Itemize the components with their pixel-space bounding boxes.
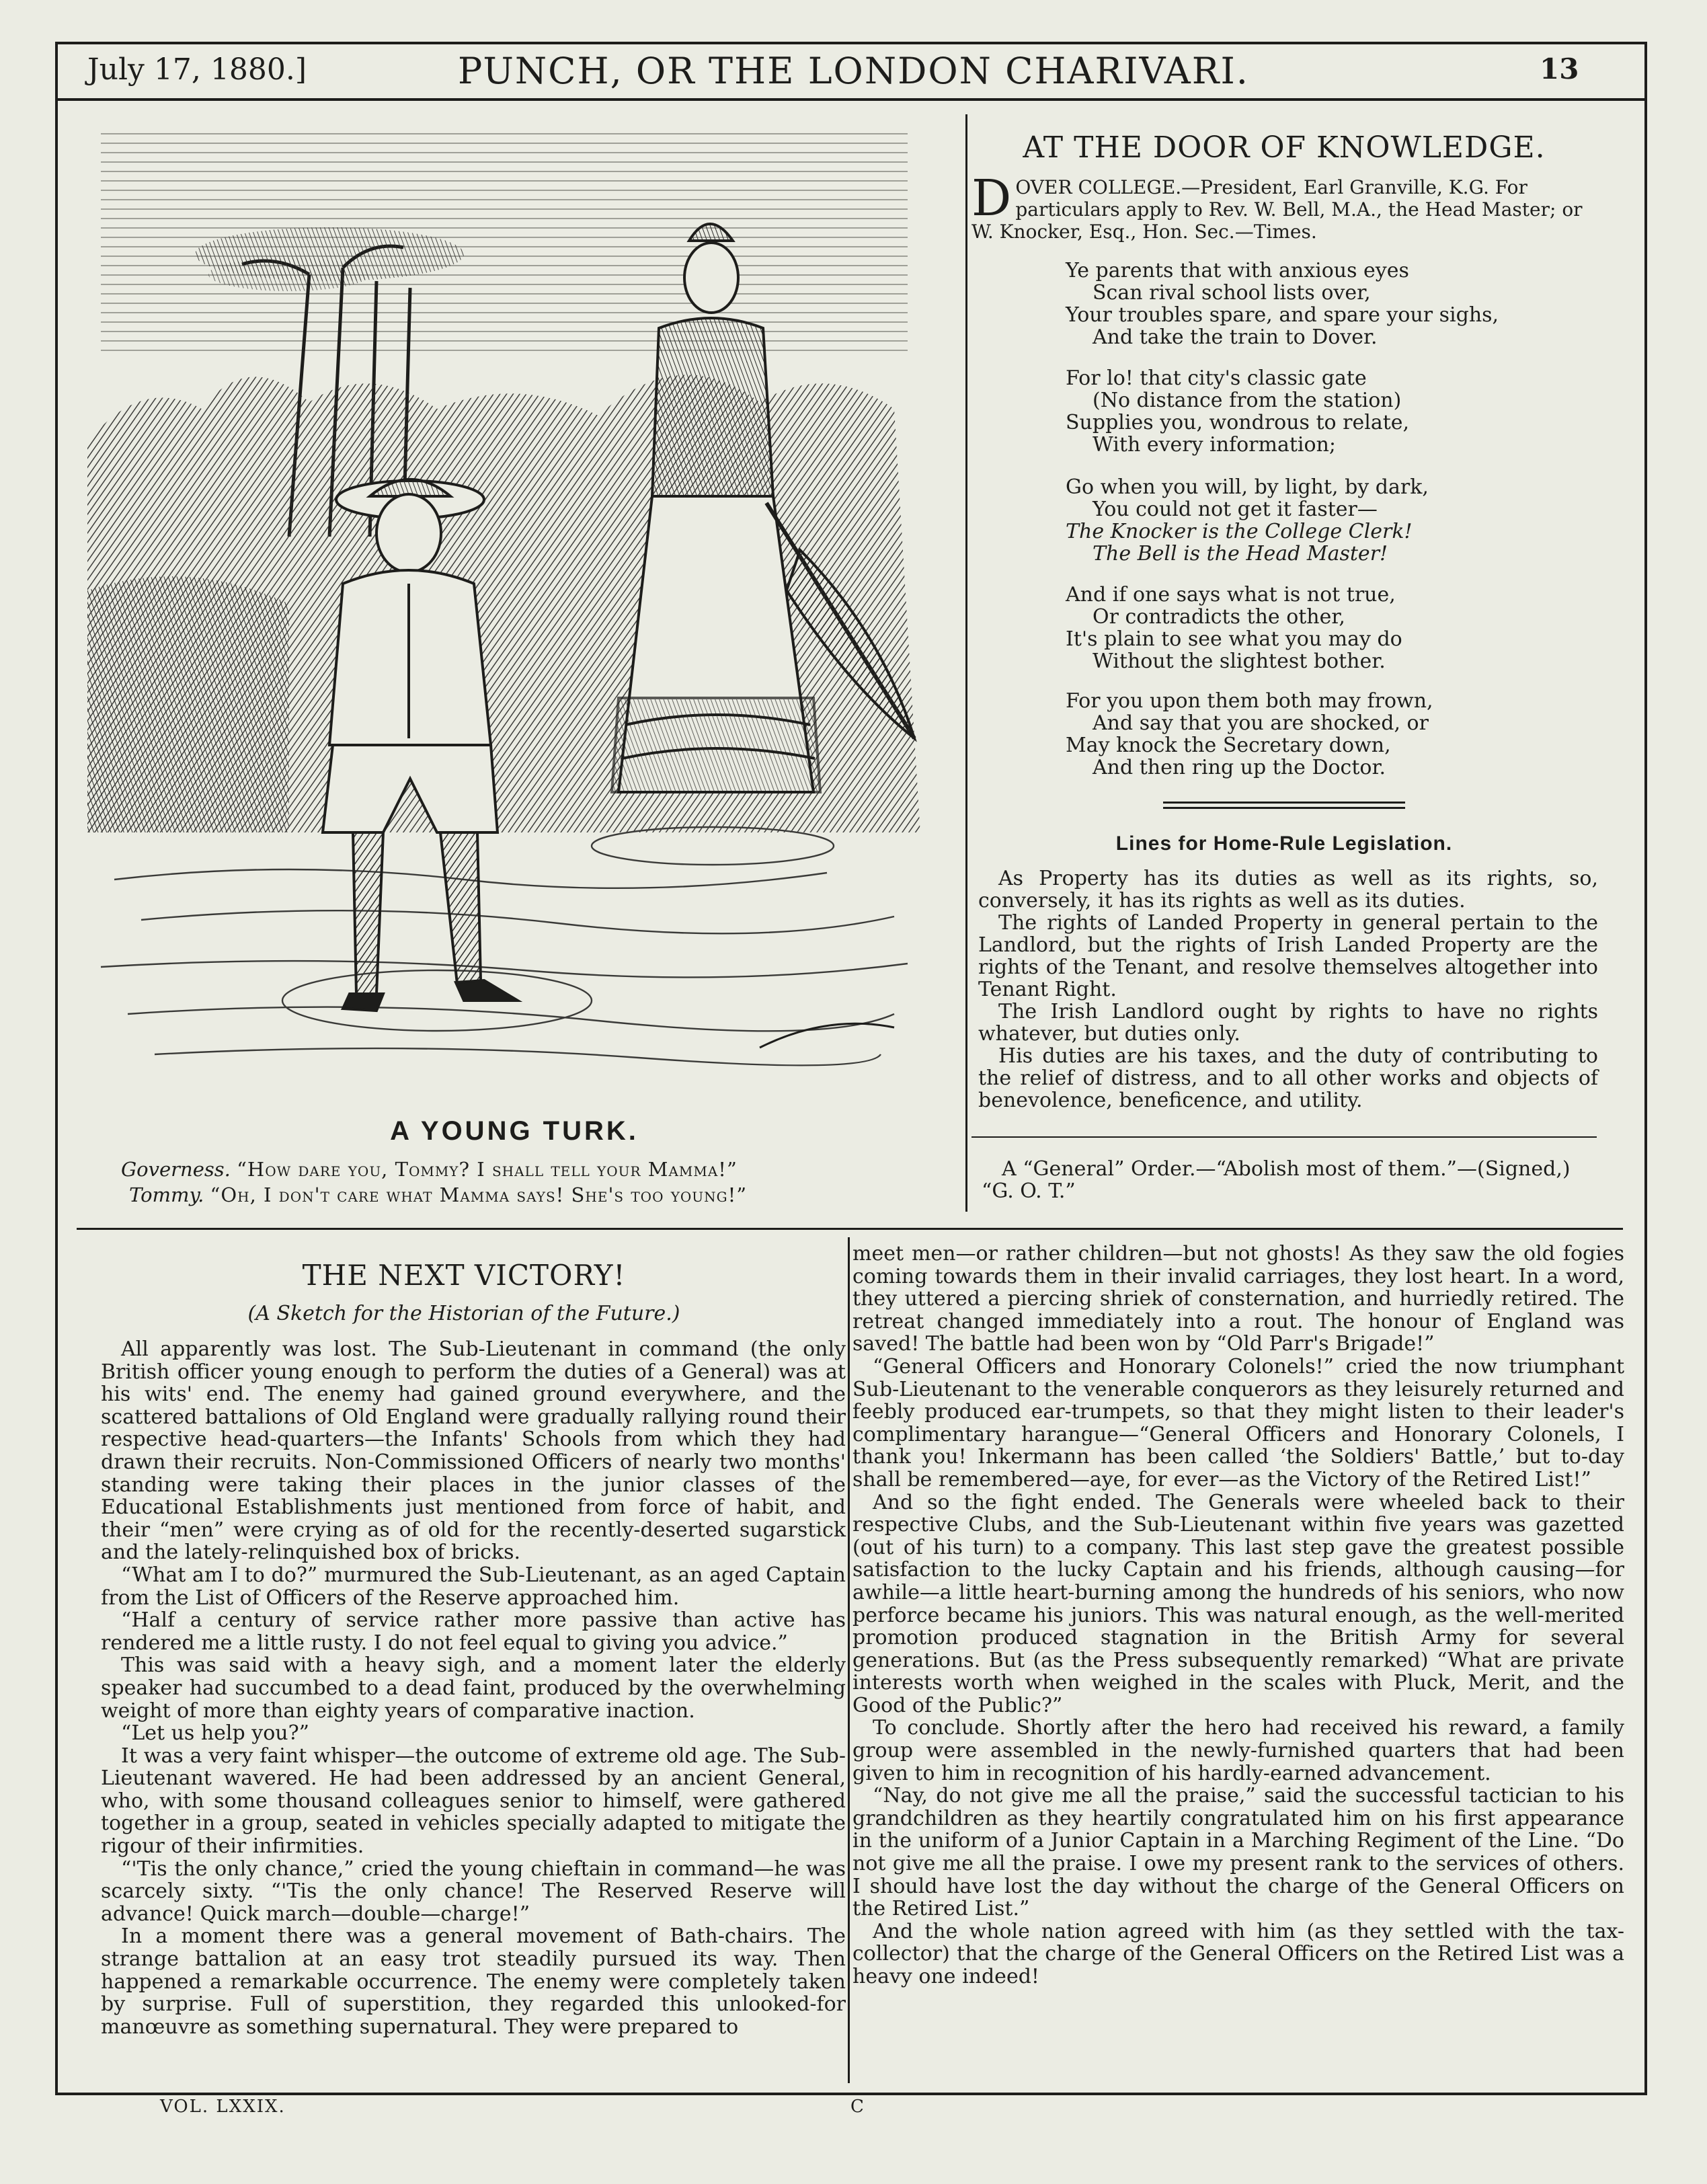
tommy-line: “Oh, I don't care what Mamma says! She's too young!”: [210, 1183, 748, 1206]
column-rule-bottom: [848, 1237, 850, 2083]
paragraph: “Nay, do not give me all the praise,” said the successful tactician to his grandchildren as they heartily congratulated him on his first appearance in the uniform of a Junior Captain in a Marching Regiment of the Line. “Do not give me all the praise. I owe my present rank to the services of others. I should have lost the day without the charge of the General Officers on the Retired List.”: [852, 1784, 1624, 1921]
verse-line: Without the slightest bother.: [1093, 650, 1386, 673]
cartoon-illustration: [87, 120, 941, 1098]
drop-cap: D: [971, 169, 1012, 227]
cartoon-caption-tommy: [129, 1183, 949, 1206]
verse-line: Supplies you, wondrous to relate,: [1066, 411, 1410, 434]
general-order-text: A “General” Order.—“Abolish most of them.”—(Signed,) “G. O. T.”: [982, 1157, 1571, 1203]
paragraph: The rights of Landed Property in general pertain to the Landlord, but the rights of Irish Landed Property are the rights of the Tenant, and resolve themselves altogether into Tenant Right.: [978, 911, 1598, 1001]
article-column-left: [101, 1338, 846, 2038]
paragraph: All apparently was lost. The Sub-Lieutenant in command (the only British officer young enough to perform the duties of a General) was at his wits' end. The enemy had gained ground everywhere, and the scattered battalions of Old England were gradually rallying round their respective head-quarters—the Infants' Schools from which they had drawn their recruits. Non-Commissioned Officers of nearly two months' standing were taking their places in the junior classes of the Educational Establishments just mentioned from force of habit, and their “men” were crying as of old for the recently-deserted sugarstick and the lately-relinquished box of bricks.: [101, 1337, 846, 1565]
cartoon-title: A YOUNG TURK.: [390, 1116, 639, 1146]
stanza-4: [1066, 584, 1603, 672]
stanza-1: [1066, 260, 1603, 348]
speaker-tommy: Tommy.: [129, 1183, 204, 1206]
verse-line: And if one says what is not true,: [1066, 583, 1396, 607]
paragraph: “What am I to do?” murmured the Sub-Lieutenant, as an aged Captain from the List of Officers of the Reserve approached him.: [101, 1563, 846, 1610]
paragraph: To conclude. Shortly after the hero had received his reward, a family group were assembled in the newly-furnished quarters that had been given to him in recognition of his hardly-earned advancement.: [852, 1716, 1624, 1785]
paragraph: “Let us help you?”: [121, 1721, 310, 1746]
stanza-2: [1066, 367, 1603, 456]
home-rule-body: [978, 867, 1598, 1112]
issue-date: July 17, 1880.]: [87, 52, 307, 87]
section-divider: [1163, 807, 1405, 809]
verse-line: For lo! that city's classic gate: [1066, 366, 1367, 390]
paragraph: meet men—or rather children—but not ghosts! As they saw the old fogies coming towards them in their invalid carriages, they lost heart. In a word, they uttered a piercing shriek of consternation, and hurriedly retired. The retreat changed immediately into a rout. The honour of England was saved! The battle had been won by “Old Parr's Brigade!”: [852, 1242, 1624, 1356]
volume-number: VOL. LXXIX.: [160, 2097, 286, 2117]
poem-intro: [971, 169, 1597, 243]
masthead-title: PUNCH, OR THE LONDON CHARIVARI.: [458, 50, 1249, 92]
paragraph: “Half a century of service rather more passive than active has rendered me a little rusty. I do not feel equal to giving you advice.”: [101, 1608, 846, 1655]
paragraph: And so the fight ended. The Generals were wheeled back to their respective Clubs, and the Sub-Lieutenant within five years was gazetted (out of his turn) to a company. This last step gave the greatest possible satisfaction to the lucky Captain and his friends, although causing—for awhile—a little heart-burning among the hundreds of his seniors, who now perforce became his juniors. This was natural enough, as the well-merited promotion produced stagnation in the British Army for several generations. But (as the Press subsequently remarked) “What are private interests worth when weighed in the scales with Pluck, Merit, and the Good of the Public?”: [852, 1490, 1624, 1717]
paragraph: “'Tis the only chance,” cried the young chieftain in command—he was scarcely sixty. “'Tis the only chance! The Reserved Reserve will advance! Quick march—double—charge!”: [101, 1857, 846, 1926]
verse-line: Or contradicts the other,: [1093, 605, 1345, 629]
column-rule-top: [965, 114, 967, 1212]
paragraph: And the whole nation agreed with him (as they settled with the tax-collector) that the charge of the General Officers on the Retired List was a heavy one indeed!: [852, 1919, 1624, 1988]
signature-mark: C: [850, 2097, 864, 2117]
article-column-right: [852, 1243, 1624, 1988]
verse-line: It's plain to see what you may do: [1066, 627, 1402, 651]
verse-line: For you upon them both may frown,: [1066, 689, 1433, 713]
verse-line: May knock the Secretary down,: [1066, 734, 1391, 757]
stanza-5: [1066, 690, 1603, 779]
section-divider: [1163, 802, 1405, 804]
verse-line: Your troubles spare, and spare your sighs,: [1066, 303, 1499, 327]
verse-line: Scan rival school lists over,: [1093, 281, 1371, 305]
verse-line: And take the train to Dover.: [1093, 325, 1378, 349]
section-rule: [77, 1228, 1623, 1230]
general-order: [982, 1158, 1593, 1202]
paragraph: In a moment there was a general movement of Bath-chairs. The strange battalion at an easy trot steadily pursued its way. Then happened a remarkable occurrence. The enemy were completely taken by surprise. Full of superstition, they regarded this unlooked-for manœuvre as something supernatural. They were prepared to: [101, 1924, 846, 2039]
home-rule-title: Lines for Home-Rule Legislation.: [1115, 832, 1453, 855]
paragraph: His duties are his taxes, and the duty of contributing to the relief of distress, and to all other works and objects of benevolence, beneficence, and utility.: [978, 1044, 1598, 1112]
poem-title: AT THE DOOR OF KNOWLEDGE.: [1023, 130, 1546, 165]
speaker-governess: Governess.: [121, 1158, 231, 1181]
poem-intro-text: OVER COLLEGE.—President, Earl Granville, K.G. For particulars apply to Rev. W. Bell, M.A., the Head Master; or W. Knocker, Esq., Hon. Sec.—Times.: [971, 176, 1583, 243]
article-title: THE NEXT VICTORY!: [302, 1259, 626, 1292]
verse-line: And then ring up the Doctor.: [1093, 756, 1386, 779]
verse-line: You could not get it faster—: [1093, 498, 1378, 521]
paragraph: The Irish Landlord ought by rights to have no rights whatever, but duties only.: [978, 1000, 1598, 1046]
page-number: 13: [1540, 52, 1579, 85]
paragraph: This was said with a heavy sigh, and a moment later the elderly speaker had succumbed to a dead faint, produced by the overwhelming weight of more than eighty years of comparative inaction.: [101, 1653, 846, 1723]
paragraph: It was a very faint whisper—the outcome of extreme old age. The Sub-Lieutenant wavered. He had been addressed by an ancient General, who, with some thousand colleagues senior to himself, were gathered together in a group, seated in vehicles specially adapted to mitigate the rigour of their infirmities.: [101, 1744, 846, 1859]
verse-line: With every information;: [1093, 433, 1336, 457]
verse-line: Go when you will, by light, by dark,: [1066, 475, 1429, 499]
verse-line: And say that you are shocked, or: [1093, 711, 1429, 735]
order-divider: [971, 1136, 1597, 1138]
verse-line: The Bell is the Head Master!: [1093, 542, 1388, 566]
governess-line: “How dare you, Tommy? I shall tell your Mamma!”: [237, 1158, 738, 1181]
paragraph: As Property has its duties as well as its rights, so, conversely, it has its rights as well as its duties.: [978, 867, 1598, 912]
header-rule: [55, 98, 1647, 101]
verse-line: The Knocker is the College Clerk!: [1066, 520, 1413, 543]
verse-line: (No distance from the station): [1093, 389, 1402, 412]
stanza-3: [1066, 476, 1603, 565]
cartoon-caption-governess: [121, 1158, 941, 1181]
verse-line: Ye parents that with anxious eyes: [1066, 259, 1409, 282]
article-subtitle: (A Sketch for the Historian of the Future.): [247, 1302, 680, 1325]
paragraph: “General Officers and Honorary Colonels!” cried the now triumphant Sub-Lieutenant to the venerable conquerors as they leisurely returned and feebly produced ear-trumpets, so that they might listen to their leader's complimentary harangue—“General Officers and Honorary Colonels, I thank you! Inkermann has been called ‘the Soldiers' Battle,’ but to-day shall be remembered—aye, for ever—as the Victory of the Retired List!”: [852, 1354, 1624, 1491]
